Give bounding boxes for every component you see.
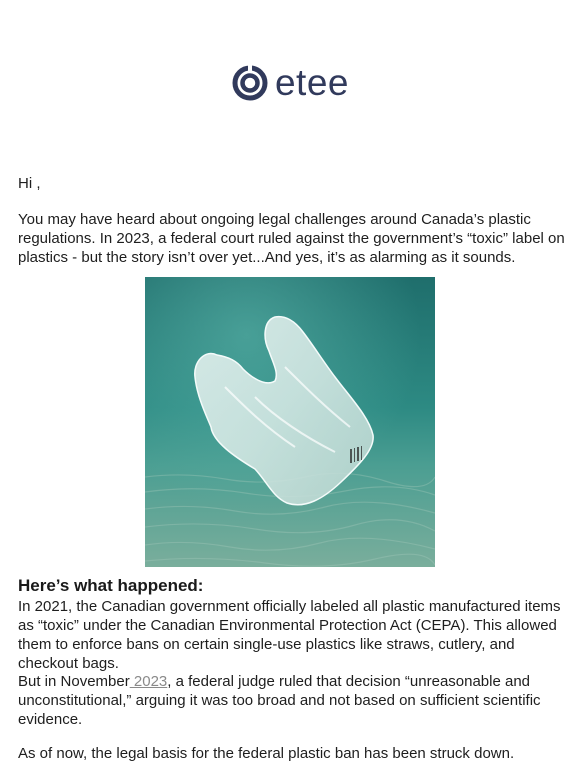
hero-image-plastic-bag-underwater[interactable] <box>145 277 435 567</box>
brand-wordmark: etee <box>274 61 349 103</box>
intro-paragraph: You may have heard about ongoing legal challenges around Canada’s plastic regulations. In 2023, a federal court ruled against the government’s “toxic” label on plastics - but the story isn’t over yet...And yes, it’s as alarming as it sounds. <box>18 211 565 266</box>
body-paragraph-2-rest: , a federal judge ruled that decision “unreasonable and unconstitutional,” arguing it was too broad and not based on sufficient scientific evidence. <box>18 673 541 728</box>
body-paragraph-2-lead: But in November <box>18 673 130 690</box>
body-paragraph-3: As of now, the legal basis for the federal plastic ban has been struck down. <box>18 745 515 762</box>
etee-logo-icon <box>231 64 269 102</box>
november-2023-link[interactable]: 2023 <box>129 673 168 690</box>
body-paragraph-2 <box>18 672 566 729</box>
brand-logo[interactable] <box>0 58 580 108</box>
body-paragraph-1: In 2021, the Canadian government officially labeled all plastic manufactured items as “toxic” under the Canadian Environmental Protection Act (CEPA). This allowed them to enforce bans on certain single-use plastics like straws, cutlery, and checkout bags. <box>18 598 561 672</box>
section-heading: Here’s what happened: <box>18 576 204 595</box>
greeting-text: Hi , <box>18 175 41 192</box>
